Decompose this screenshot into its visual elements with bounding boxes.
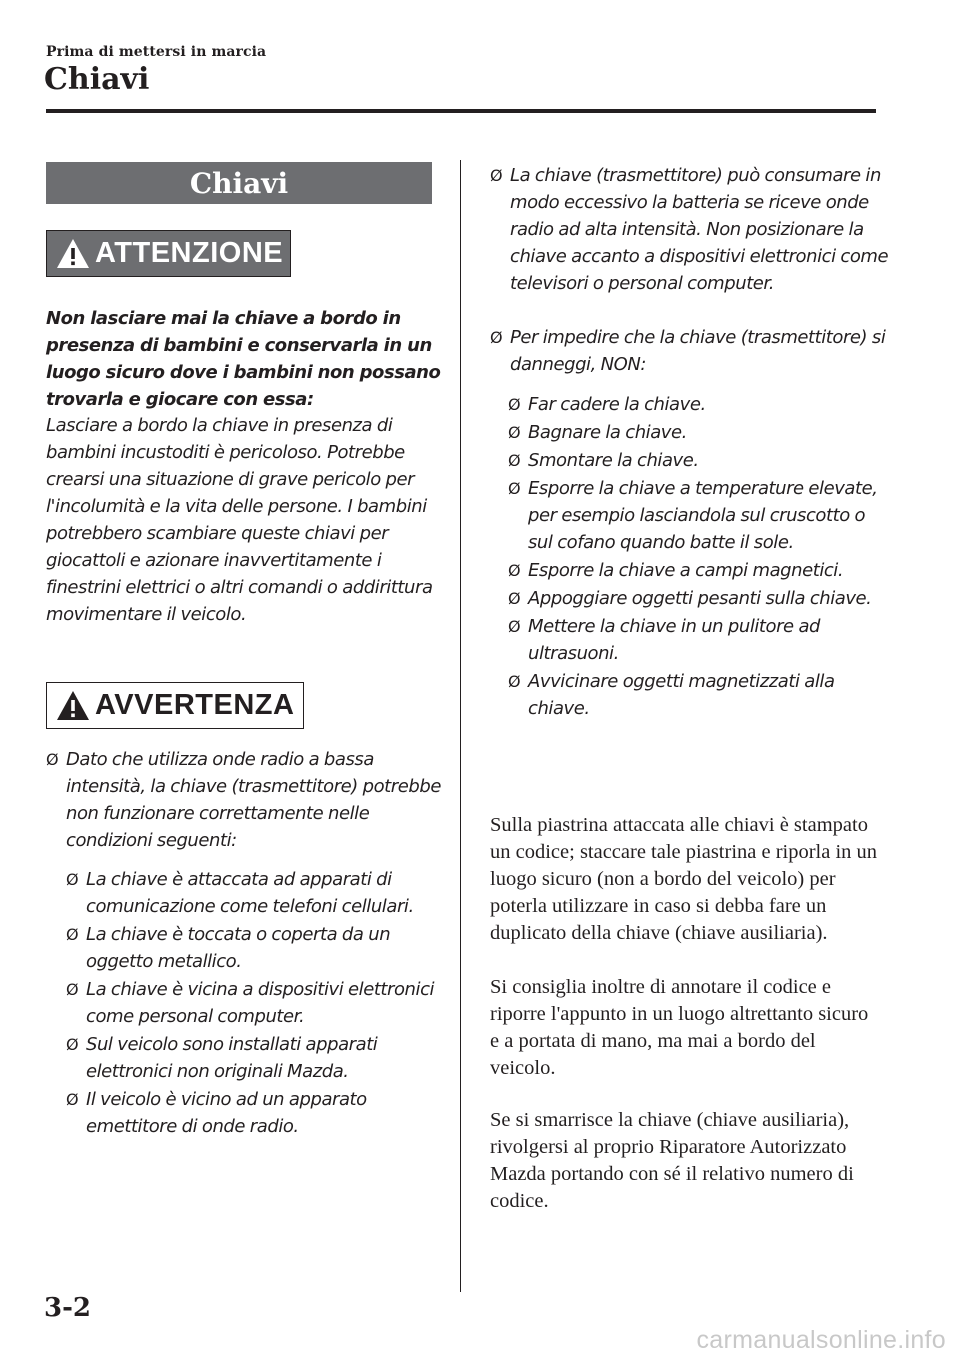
damage-intro-item: [490, 324, 902, 378]
page-title: Chiavi: [44, 62, 150, 97]
warning-triangle-icon: [55, 688, 91, 724]
bullet-arrow-icon: Ø: [508, 617, 521, 636]
bullet-arrow-icon: Ø: [508, 589, 521, 608]
caution-intro-item: [46, 746, 456, 854]
bullet-arrow-icon: Ø: [508, 561, 521, 580]
warning-label: ATTENZIONE: [95, 237, 284, 269]
list-item: Ø La chiave è attaccata ad apparati di comunicazione come telefoni cellulari.: [66, 866, 438, 920]
caution-label: AVVERTENZA: [95, 689, 295, 721]
section-title: Chiavi: [189, 166, 289, 200]
list-item: Ø Appoggiare oggetti pesanti sulla chiave.: [508, 585, 880, 612]
caution-intro-text: Dato che utilizza onde radio a bassa intensità, la chiave (trasmettitore) potrebbe non funzionare correttamente nelle condizioni seguenti:: [66, 749, 441, 851]
damage-list: [508, 391, 880, 723]
bullet-arrow-icon: Ø: [66, 1090, 79, 1109]
list-item: Ø Mettere la chiave in un pulitore ad ultrasuoni.: [508, 613, 880, 667]
caution-box: [46, 682, 304, 729]
column-divider: [460, 160, 461, 1292]
watermark: carmanualsonline.info: [696, 1326, 946, 1354]
bullet-arrow-icon: Ø: [508, 451, 521, 470]
list-item: Ø Smontare la chiave.: [508, 447, 880, 474]
list-item: Ø Sul veicolo sono installati apparati elettronici non originali Mazda.: [66, 1031, 438, 1085]
bullet-arrow-icon: Ø: [508, 479, 521, 498]
battery-note-text: La chiave (trasmettitore) può consumare in modo eccessivo la batteria se riceve onde radio ad alta intensità. Non posizionare la chiave accanto a dispositivi elettronici come televisori o personal computer.: [510, 165, 889, 294]
body-paragraph: Si consiglia inoltre di annotare il codice e riporre l'appunto in un luogo altrettanto sicuro e a portata di mano, ma mai a bordo del veicolo.: [490, 976, 869, 1079]
list-item: Ø Bagnare la chiave.: [508, 419, 880, 446]
breadcrumb: Prima di mettersi in marcia: [46, 44, 267, 60]
bullet-arrow-icon: Ø: [66, 1035, 79, 1054]
condition-list: [66, 866, 438, 1141]
warning-text: Lasciare a bordo la chiave in presenza di bambini incustoditi è pericoloso. Potrebbe crearsi una situazione di grave pericolo per l'incolumità e la vita delle persone. I bambini potrebbero scambiare queste chiavi per giocattoli e azionare inavvertitamente i finestrini elettrici o altri comandi o addirittura movimentare il veicolo.: [46, 415, 433, 625]
bullet-arrow-icon: Ø: [66, 925, 79, 944]
bullet-arrow-icon: Ø: [508, 395, 521, 414]
header-rule: [46, 109, 876, 113]
list-item: Ø Far cadere la chiave.: [508, 391, 880, 418]
bullet-arrow-icon: Ø: [508, 423, 521, 442]
list-item: Ø La chiave è vicina a dispositivi elettronici come personal computer.: [66, 976, 438, 1030]
damage-intro-text: Per impedire che la chiave (trasmettitore) si danneggi, NON:: [510, 327, 886, 375]
bullet-arrow-icon: Ø: [66, 870, 79, 889]
warning-box: [46, 230, 291, 277]
bullet-arrow-icon: Ø: [490, 328, 503, 347]
bullet-arrow-icon: Ø: [508, 672, 521, 691]
list-item: Ø Esporre la chiave a temperature elevate, per esempio lasciandola sul cruscotto o sul cofano quando batte il sole.: [508, 475, 880, 556]
battery-note-item: [490, 162, 900, 297]
list-item: Ø Il veicolo è vicino ad un apparato emettitore di onde radio.: [66, 1086, 438, 1140]
list-item: Ø Avvicinare oggetti magnetizzati alla chiave.: [508, 668, 880, 722]
body-paragraph: Se si smarrisce la chiave (chiave ausiliaria), rivolgersi al proprio Riparatore Autorizzato Mazda portando con sé il relativo numero di codice.: [490, 1109, 854, 1212]
bullet-arrow-icon: Ø: [46, 750, 59, 769]
body-paragraph: Sulla piastrina attaccata alle chiavi è stampato un codice; staccare tale piastrina e riporla in un luogo sicuro (non a bordo del veicolo) per poterla utilizzare in caso si debba fare un duplicato della chiave (chiave ausiliaria).: [490, 814, 878, 944]
warning-bold-text: Non lasciare mai la chiave a bordo in presenza di bambini e conservarla in un luogo sicuro dove i bambini non possano trovarla e giocare con essa:: [46, 308, 441, 410]
section-title-banner: [46, 162, 432, 204]
list-item: Ø Esporre la chiave a campi magnetici.: [508, 557, 880, 584]
bullet-arrow-icon: Ø: [490, 166, 503, 185]
warning-triangle-icon: [55, 236, 91, 272]
page-number: 3-2: [44, 1293, 91, 1323]
list-item: Ø La chiave è toccata o coperta da un oggetto metallico.: [66, 921, 438, 975]
bullet-arrow-icon: Ø: [66, 980, 79, 999]
